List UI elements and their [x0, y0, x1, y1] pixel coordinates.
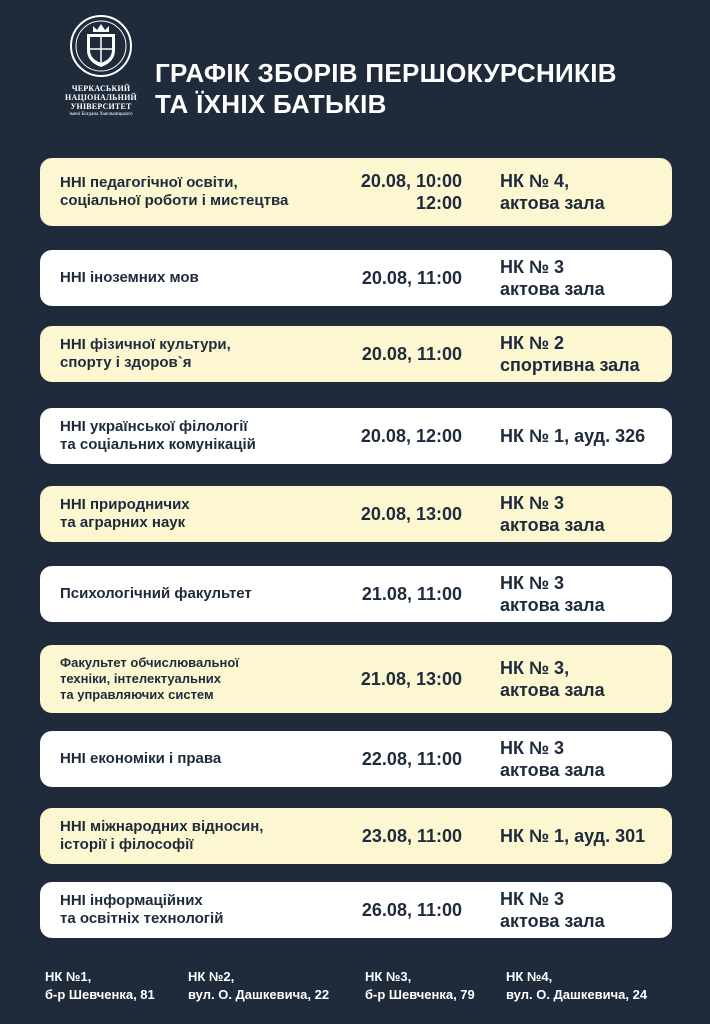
- meeting-time: [332, 326, 462, 382]
- meeting-place-line: НК № 3: [500, 493, 565, 513]
- institute-name-line: ННІ економіки і права: [60, 750, 222, 767]
- meeting-place: [500, 326, 670, 382]
- institute-name-line: ННІ міжнародних відносин,: [60, 818, 264, 835]
- institute-name: [60, 486, 345, 542]
- meeting-time: [332, 645, 462, 713]
- meeting-place-line: НК № 1, ауд. 301: [500, 826, 646, 846]
- institute-name: [60, 158, 345, 226]
- meeting-place-line: НК № 3,: [500, 658, 570, 678]
- institute-name-line: техніки, інтелектуальних: [60, 671, 222, 686]
- building-address: [188, 968, 329, 1004]
- meeting-place-line: спортивна зала: [500, 355, 640, 375]
- meeting-time-line: 21.08, 13:00: [360, 669, 462, 689]
- meeting-time-line: 12:00: [415, 193, 462, 213]
- meeting-place-line: НК № 3: [500, 738, 565, 758]
- meeting-place-line: актова зала: [500, 911, 605, 931]
- meeting-place-line: НК № 3: [500, 573, 565, 593]
- meeting-place-line: актова зала: [500, 760, 605, 780]
- institute-name-line: ННІ інформаційних: [60, 892, 203, 909]
- meeting-place-line: актова зала: [500, 279, 605, 299]
- meeting-place-line: НК № 2: [500, 333, 565, 353]
- meeting-time-line: 22.08, 11:00: [361, 749, 462, 769]
- meeting-time: [332, 158, 462, 226]
- institute-name-line: Факультет обчислювальної: [60, 655, 239, 670]
- schedule-row: [40, 645, 672, 713]
- building-address: [45, 968, 155, 1004]
- building-address: [506, 968, 647, 1004]
- building-name: НК №3,: [365, 969, 412, 984]
- institute-name-line: та аграрних наук: [60, 514, 186, 531]
- schedule-row: [40, 408, 672, 464]
- institute-name-line: соціальної роботи і мистецтва: [60, 192, 289, 209]
- institute-name: [60, 731, 345, 787]
- institute-name-line: Психологічний факультет: [60, 585, 252, 602]
- meeting-time-line: 21.08, 11:00: [361, 584, 462, 604]
- building-address: [365, 968, 475, 1004]
- meeting-time-line: 20.08, 12:00: [360, 426, 462, 446]
- meeting-time-line: 20.08, 10:00: [360, 171, 462, 191]
- institute-name: [60, 645, 345, 713]
- schedule-row: [40, 566, 672, 622]
- meeting-time: [332, 566, 462, 622]
- title-line-2: ТА ЇХНІХ БАТЬКІВ: [155, 89, 387, 119]
- schedule-row: [40, 158, 672, 226]
- meeting-time: [332, 486, 462, 542]
- institute-name-line: історії і філософії: [60, 836, 194, 853]
- institute-name: [60, 808, 345, 864]
- building-name: НК №2,: [188, 969, 235, 984]
- institute-name-line: ННІ фізичної культури,: [60, 336, 231, 353]
- meeting-place: [500, 408, 670, 464]
- meeting-time: [332, 731, 462, 787]
- meeting-time-line: 20.08, 11:00: [361, 268, 462, 288]
- meeting-place: [500, 158, 670, 226]
- logo-line-2: НАЦІОНАЛЬНИЙ: [65, 93, 137, 102]
- title-line-1: ГРАФІК ЗБОРІВ ПЕРШОКУРСНИКІВ: [155, 58, 617, 88]
- institute-name-line: та соціальних комунікацій: [60, 436, 256, 453]
- meeting-place: [500, 808, 670, 864]
- building-street: вул. О. Дашкевича, 24: [506, 987, 648, 1002]
- meeting-place-line: актова зала: [500, 515, 605, 535]
- meeting-place-line: НК № 1, ауд. 326: [500, 426, 646, 446]
- meeting-time-line: 20.08, 13:00: [360, 504, 462, 524]
- schedule-row: [40, 486, 672, 542]
- meeting-time: [332, 882, 462, 938]
- logo-subtitle: імені Богдана Хмельницького: [69, 112, 133, 117]
- meeting-place-line: актова зала: [500, 595, 605, 615]
- meeting-place: [500, 250, 670, 306]
- meeting-time: [332, 250, 462, 306]
- meeting-place: [500, 486, 670, 542]
- meeting-place-line: актова зала: [500, 680, 605, 700]
- building-name: НК №1,: [45, 969, 92, 984]
- institute-name-line: спорту і здоров`я: [60, 354, 192, 371]
- meeting-time-line: 26.08, 11:00: [361, 900, 462, 920]
- institute-name-line: та управляючих систем: [60, 687, 214, 702]
- building-street: вул. О. Дашкевича, 22: [188, 987, 330, 1002]
- institute-name-line: ННІ української філології: [60, 418, 248, 435]
- institute-name-line: ННІ іноземних мов: [60, 269, 199, 286]
- schedule-row: [40, 731, 672, 787]
- schedule-row: [40, 882, 672, 938]
- building-street: б-р Шевченка, 79: [365, 987, 475, 1002]
- meeting-place-line: НК № 4,: [500, 171, 570, 191]
- meeting-time: [332, 808, 462, 864]
- institute-name: [60, 326, 345, 382]
- institute-name: [60, 882, 345, 938]
- meeting-place-line: НК № 3: [500, 257, 565, 277]
- institute-name: [60, 250, 345, 306]
- schedule-row: [40, 250, 672, 306]
- building-street: б-р Шевченка, 81: [45, 987, 155, 1002]
- meeting-place: [500, 882, 670, 938]
- institute-name: [60, 408, 345, 464]
- meeting-place-line: НК № 3: [500, 889, 565, 909]
- institute-name-line: та освітніх технологій: [60, 910, 224, 927]
- institute-name: [60, 566, 345, 622]
- meeting-place: [500, 566, 670, 622]
- logo-line-3: УНІВЕРСИТЕТ: [70, 102, 132, 111]
- logo-line-1: ЧЕРКАСЬКИЙ: [71, 84, 131, 93]
- address-footer: [0, 968, 710, 1018]
- institute-name-line: ННІ природничих: [60, 496, 190, 513]
- meeting-time-line: 23.08, 11:00: [361, 826, 462, 846]
- building-name: НК №4,: [506, 969, 553, 984]
- schedule-row: [40, 326, 672, 382]
- meeting-time-line: 20.08, 11:00: [361, 344, 462, 364]
- meeting-place-line: актова зала: [500, 193, 605, 213]
- institute-name-line: ННІ педагогічної освіти,: [60, 174, 238, 191]
- meeting-place: [500, 645, 670, 713]
- schedule-row: [40, 808, 672, 864]
- meeting-place: [500, 731, 670, 787]
- meeting-time: [332, 408, 462, 464]
